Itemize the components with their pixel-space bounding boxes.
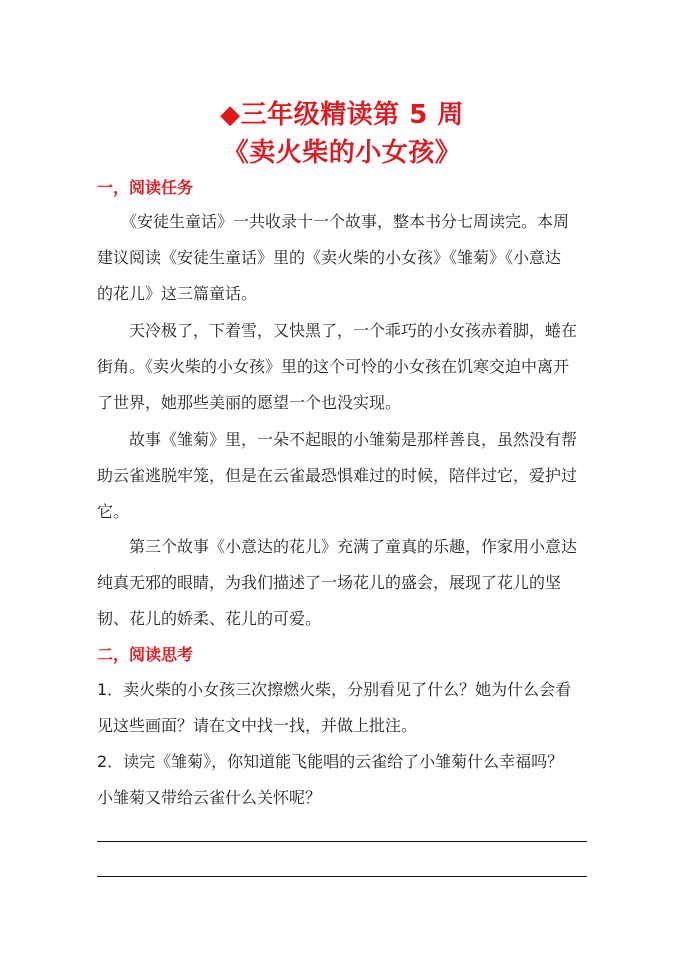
paragraph-line: 建议阅读《安徒生童话》里的《卖火柴的小女孩》《雏菊》《小意达	[97, 248, 562, 267]
answer-line[interactable]	[97, 841, 587, 842]
section-heading-reading-task: 一，阅读任务	[97, 178, 194, 197]
paragraph-line: 第三个故事《小意达的花儿》充满了童真的乐趣，作家用小意达	[97, 537, 578, 556]
question-line: 2．读完《雏菊》，你知道能飞能唱的云雀给了小雏菊什么幸福吗？	[97, 752, 564, 771]
question-line: 小雏菊又带给云雀什么关怀呢？	[97, 788, 322, 807]
paragraph-little-ida	[97, 529, 587, 637]
paragraph-line: 助云雀逃脱牢笼，但是在云雀最恐惧难过的时候，陪伴过它，爱护过	[97, 466, 578, 485]
paragraph-line: 它。	[97, 502, 130, 521]
question-line: 1．卖火柴的小女孩三次擦燃火柴，分别看见了什么？她为什么会看	[97, 680, 572, 699]
paragraph-intro	[97, 204, 587, 312]
paragraph-line: 街角。《卖火柴的小女孩》里的这个可怜的小女孩在饥寒交迫中离开	[97, 357, 570, 376]
question-2	[97, 744, 587, 816]
paragraph-line: 韧、花儿的娇柔、花儿的可爱。	[97, 609, 322, 628]
worksheet-title-week: ◆三年级精读第 5 周	[220, 100, 464, 130]
question-line: 见这些画面？请在文中找一找，并做上批注。	[97, 716, 418, 735]
section-heading-reading-reflection: 二，阅读思考	[97, 645, 194, 664]
paragraph-match-girl	[97, 313, 587, 421]
answer-line[interactable]	[97, 876, 587, 877]
paragraph-line: 了世界，她那些美丽的愿望一个也没实现。	[97, 393, 402, 412]
paragraph-daisy	[97, 422, 587, 530]
paragraph-line: 的花儿》这三篇童话。	[97, 284, 258, 303]
paragraph-line: 纯真无邪的眼睛，为我们描述了一场花儿的盛会，展现了花儿的坚	[97, 573, 562, 592]
paragraph-line: 故事《雏菊》里，一朵不起眼的小雏菊是那样善良，虽然没有帮	[97, 430, 578, 449]
worksheet-title-story: 《卖火柴的小女孩》	[222, 138, 462, 168]
question-1	[97, 672, 587, 744]
paragraph-line: 《安徒生童话》一共收录十一个故事，整本书分七周读完。本周	[97, 212, 570, 231]
paragraph-line: 天冷极了，下着雪，又快黑了，一个乖巧的小女孩赤着脚，蜷在	[97, 321, 578, 340]
